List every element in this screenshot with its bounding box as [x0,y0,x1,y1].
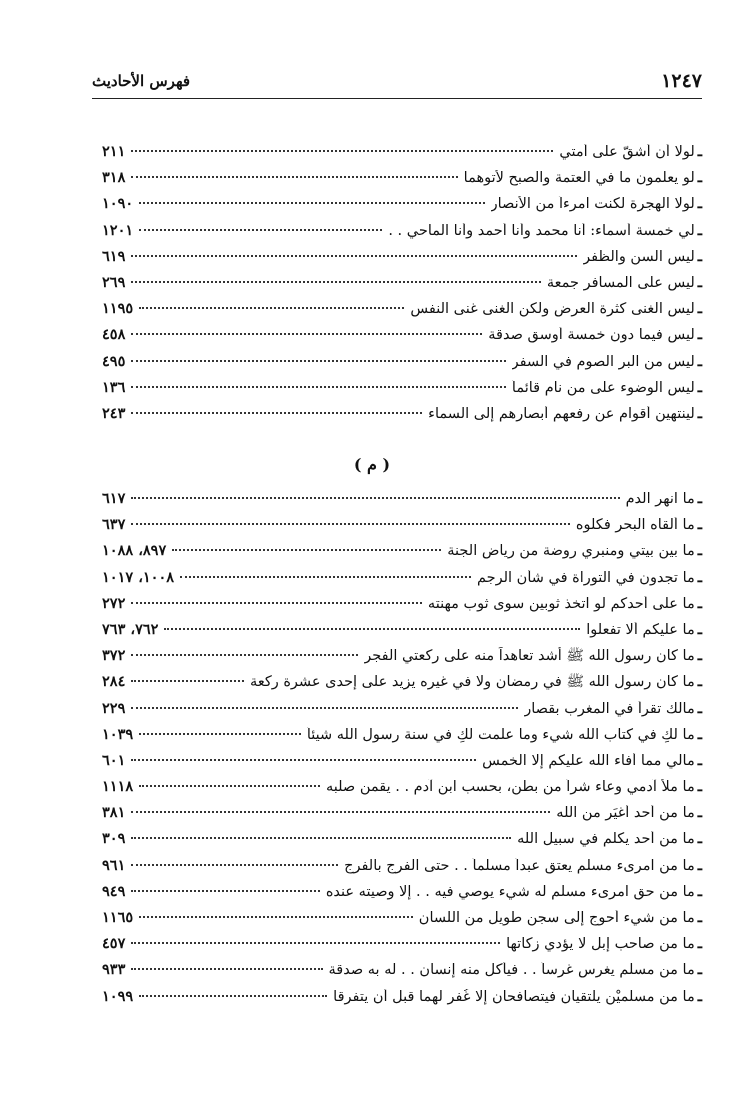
index-entry [102,857,702,883]
dot-leader [172,549,441,551]
hadith-number: ١٢٠١ [102,221,134,239]
hadith-number: ٩٤٩ [102,882,126,900]
hadith-number: ٣٠٩ [102,830,126,848]
hadith-number: ٦١٧ [102,490,126,507]
hadith-number: ٢٨٤ [102,673,126,691]
index-entry [102,909,702,935]
hadith-text: ما من حق امرىء مسلم له شيء يوصي فيه . . إلا وصيته عنده [325,883,695,900]
hadith-text: ما من امرىء مسلم يعتق عبداً مسلماً . . حتى الفرج بالفرج [344,857,695,874]
entry-dash: ـ [697,699,702,717]
hadith-text: ما من أحد أغيَر من الله [556,805,695,822]
running-title: فهرس الأحاديث [92,72,191,90]
dot-leader [131,654,358,656]
hadith-number: ٦١٩ [102,247,126,265]
index-entry [102,700,702,726]
hadith-text: ما بين بيتي ومنبري روضة من رياض الجنة [447,543,695,560]
entry-dash: ـ [697,516,702,534]
index-entry [102,988,702,1014]
index-entry [102,595,702,621]
dot-leader [139,307,404,309]
index-entry [102,752,702,778]
hadith-text: ما من شيء أحوج إلى سجن طويل من اللسان [418,910,695,926]
dot-leader [131,864,338,866]
entry-dash: ـ [697,987,702,1005]
entry-dash: ـ [697,326,702,344]
hadith-number: ٢٦٩ [102,273,126,291]
dot-leader [139,202,484,204]
dot-leader [131,890,319,892]
hadith-text: ما من صاحب إبل لا يؤدي زكاتها [506,936,695,953]
hadith-text: ما ألقاه البحر فكلوه [575,517,695,534]
index-entry [102,326,702,352]
index-entry [102,673,702,699]
dot-leader [131,523,570,525]
hadith-text: ما من مسلميْن يلتقيان فيتصافحان إلا غُفر لهما قبل أن يتفرقا [333,988,695,1005]
dot-leader [131,968,322,970]
dot-leader [131,942,500,944]
hadith-text: لولا أن أشقّ على أمتي [559,144,695,160]
index-entry [102,516,702,542]
dot-leader [131,360,505,362]
hadith-number: ٢٤٣ [102,404,126,422]
hadith-number: ٩٣٣ [102,961,126,979]
index-entry [102,883,702,909]
hadith-text: ما تجدون في التوراة في شأن الرجم [477,569,695,586]
hadith-text: لولا الهجرة لكنت امرءاً من الأنصار [490,196,695,213]
hadith-text: ما كان رسول الله ﷺ في رمضان ولا في غيره يزيد على إحدى عشرة ركعة [250,674,695,691]
dot-leader [139,995,327,997]
entry-dash: ـ [697,778,702,796]
index-entry [102,222,702,248]
entry-dash: ـ [697,751,702,769]
dot-leader [131,497,619,499]
hadith-number: ٣٧٢ [102,647,126,665]
hadith-text: ليس السن والظفر [583,248,695,265]
hadith-text: مالك تقرأ في المغرب بقصار [524,700,695,717]
entry-dash: ـ [697,935,702,953]
hadith-text: مالي مما أفاء الله عليكم إلا الخمس [482,752,695,769]
index-entry [102,379,702,405]
page-number: ١٢٤٧ [661,70,702,92]
entry-dash: ـ [697,273,702,291]
dot-leader [139,785,320,787]
hadith-text: ما عليكم ألا تفعلوا [586,621,695,638]
hadith-number: ٤٥٨ [102,326,126,344]
entry-dash: ـ [697,882,702,900]
hadith-number: ١١١٨ [102,778,134,796]
hadith-text: لو يعلمون ما في العتمة والصبح لأتوهما [463,170,695,187]
dot-leader [131,837,511,839]
index-entry [102,621,702,647]
entry-dash: ـ [697,594,702,612]
page-header [92,68,702,99]
index-entry [102,804,702,830]
index-entry [102,647,702,673]
entry-dash: ـ [697,169,702,187]
entry-dash: ـ [697,143,702,160]
hadith-index-list-lam [102,143,702,431]
hadith-number: ٤٥٧ [102,935,126,953]
index-entry [102,143,702,169]
hadith-number: ٨٩٧، ١٠٨٨ [102,542,167,560]
hadith-number: ١٣٦ [102,378,126,396]
hadith-text: ما كان رسول الله ﷺ أشد تعاهداً منه على ركعتي الفجر [364,648,695,665]
hadith-number: ١٠٠٨، ١٠١٧ [102,568,175,586]
section-heading-mim: ( م ) [353,455,391,474]
entry-dash: ـ [697,300,702,318]
entry-dash: ـ [697,804,702,822]
entry-dash: ـ [697,647,702,665]
hadith-number: ٢١١ [102,143,126,160]
entry-dash: ـ [697,568,702,586]
dot-leader [131,386,506,388]
hadith-text: ليس الغنى كثرة العرض ولكن الغنى غنى النفس [410,301,695,318]
hadith-number: ٧٦٢، ٧٦٣ [102,620,159,638]
index-entry [102,274,702,300]
dot-leader [131,281,541,283]
index-entry [102,195,702,221]
hadith-number: ١٠٩٩ [102,987,134,1005]
index-entry [102,778,702,804]
entry-dash: ـ [697,830,702,848]
hadith-number: ١٠٩٠ [102,195,134,213]
hadith-number: ٣١٨ [102,169,126,187]
hadith-text: لينتهين أقوام عن رفعهم أبصارهم إلى السماء [428,405,695,422]
dot-leader [131,602,422,604]
dot-leader [131,333,482,335]
dot-leader [131,680,244,682]
index-entry [102,405,702,431]
dot-leader [131,811,550,813]
dot-leader [131,412,422,414]
dot-leader [131,150,553,152]
entry-dash: ـ [697,404,702,422]
hadith-text: ما لكِ في كتاب الله شيء وما علمت لكِ في سنة رسول الله شيئاً [306,726,695,743]
entry-dash: ـ [697,725,702,743]
hadith-number: ٢٧٢ [102,594,126,612]
dot-leader [139,733,301,735]
hadith-text: ما من مسلم يغرس غرساً . . فيأكل منه إنسان . . له به صدقة [328,962,695,979]
index-entry [102,569,702,595]
hadith-text: ما من أحد يكلم في سبيل الله [517,831,695,848]
dot-leader [131,176,457,178]
hadith-text: ليس الوضوء على من نام قائماً [511,379,695,396]
index-entry [102,300,702,326]
hadith-text: ما ملأ آدمي وعاء شراً من بطن، بحسب ابن آدم . . يقمن صلبه [325,779,695,796]
entry-dash: ـ [697,221,702,239]
hadith-text: ليس على المسافر جمعة [546,274,695,291]
hadith-number: ١٠٣٩ [102,725,134,743]
dot-leader [131,707,518,709]
hadith-number: ٦٠١ [102,751,126,769]
hadith-number: ٢٢٩ [102,699,126,717]
entry-dash: ـ [697,620,702,638]
entry-dash: ـ [697,961,702,979]
entry-dash: ـ [697,378,702,396]
hadith-text: ليس فيما دون خمسة أوسق صدقة [488,327,695,344]
dot-leader [139,229,382,231]
hadith-text: ما انهر الدم [625,491,695,507]
hadith-text: ما على أحدكم لو اتخذ ثوبين سوى ثوب مهنته [427,595,695,612]
hadith-number: ٩٦١ [102,856,126,874]
index-entry [102,726,702,752]
index-entry [102,353,702,379]
hadith-number: ٦٣٧ [102,516,126,534]
dot-leader [139,916,413,918]
dot-leader [180,576,471,578]
index-entry [102,961,702,987]
index-entry [102,542,702,568]
entry-dash: ـ [697,542,702,560]
hadith-number: ١١٩٥ [102,300,134,318]
hadith-number: ٤٩٥ [102,352,126,370]
hadith-text: ليس من البر الصوم في السفر [511,353,695,370]
entry-dash: ـ [697,673,702,691]
dot-leader [131,255,577,257]
entry-dash: ـ [697,856,702,874]
dot-leader [164,628,580,630]
index-entry [102,248,702,274]
entry-dash: ـ [697,490,702,507]
hadith-index-list-mim [102,490,702,1014]
entry-dash: ـ [697,909,702,926]
hadith-number: ٣٨١ [102,804,126,822]
hadith-number: ١١٦٥ [102,909,134,926]
entry-dash: ـ [697,352,702,370]
index-entry [102,490,702,516]
entry-dash: ـ [697,247,702,265]
dot-leader [131,759,476,761]
hadith-text: لي خمسة أسماء: أنا محمد وأنا أحمد وأنا الماحي . . [388,222,695,239]
index-entry [102,935,702,961]
entry-dash: ـ [697,195,702,213]
index-entry [102,830,702,856]
index-entry [102,169,702,195]
